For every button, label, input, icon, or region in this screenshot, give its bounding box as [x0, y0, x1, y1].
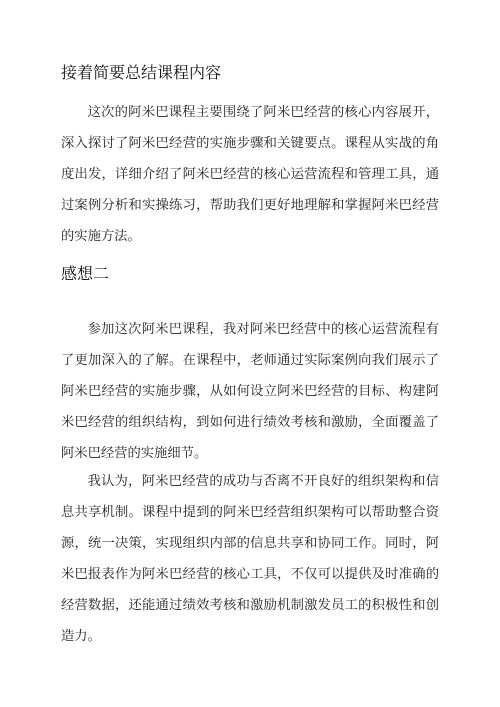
section-heading-reflection-two: 感想二: [61, 264, 110, 283]
section-heading-course-summary: 接着简要总结课程内容: [61, 63, 222, 82]
paragraph-course-summary: 这次的阿米巴课程主要围绕了阿米巴经营的核心内容展开，深入探讨了阿米巴经营的实施步骤和关键要点。课程从实战的角度出发，详细介绍了阿米巴经营的核心运营流程和管理工具，通过案例分析和实操练习，帮助我们更好地理解和掌握阿米巴经营的实施方法。: [61, 105, 439, 244]
paragraph-reflection-organization: 我认为，阿米巴经营的成功与否离不开良好的组织架构和信息共享机制。课程中提到的阿米巴经营组织架构可以帮助整合资源，统一决策，实现组织内部的信息共享和协同工作。同时，阿米巴报表作为阿米巴经营的核心工具，不仅可以提供及时准确的经营数据，还能通过绩效考核和激励机制激发员工的积极性和创造力。: [61, 474, 439, 644]
paragraph-reflection-operations: 参加这次阿米巴课程，我对阿米巴经营中的核心运营流程有了更加深入的了解。在课程中，老师通过实际案例向我们展示了阿米巴经营的实施步骤，从如何设立阿米巴经营的目标、构建阿米巴经营的组织结构，到如何进行绩效考核和激励，全面覆盖了阿米巴经营的实施细节。: [61, 322, 439, 461]
